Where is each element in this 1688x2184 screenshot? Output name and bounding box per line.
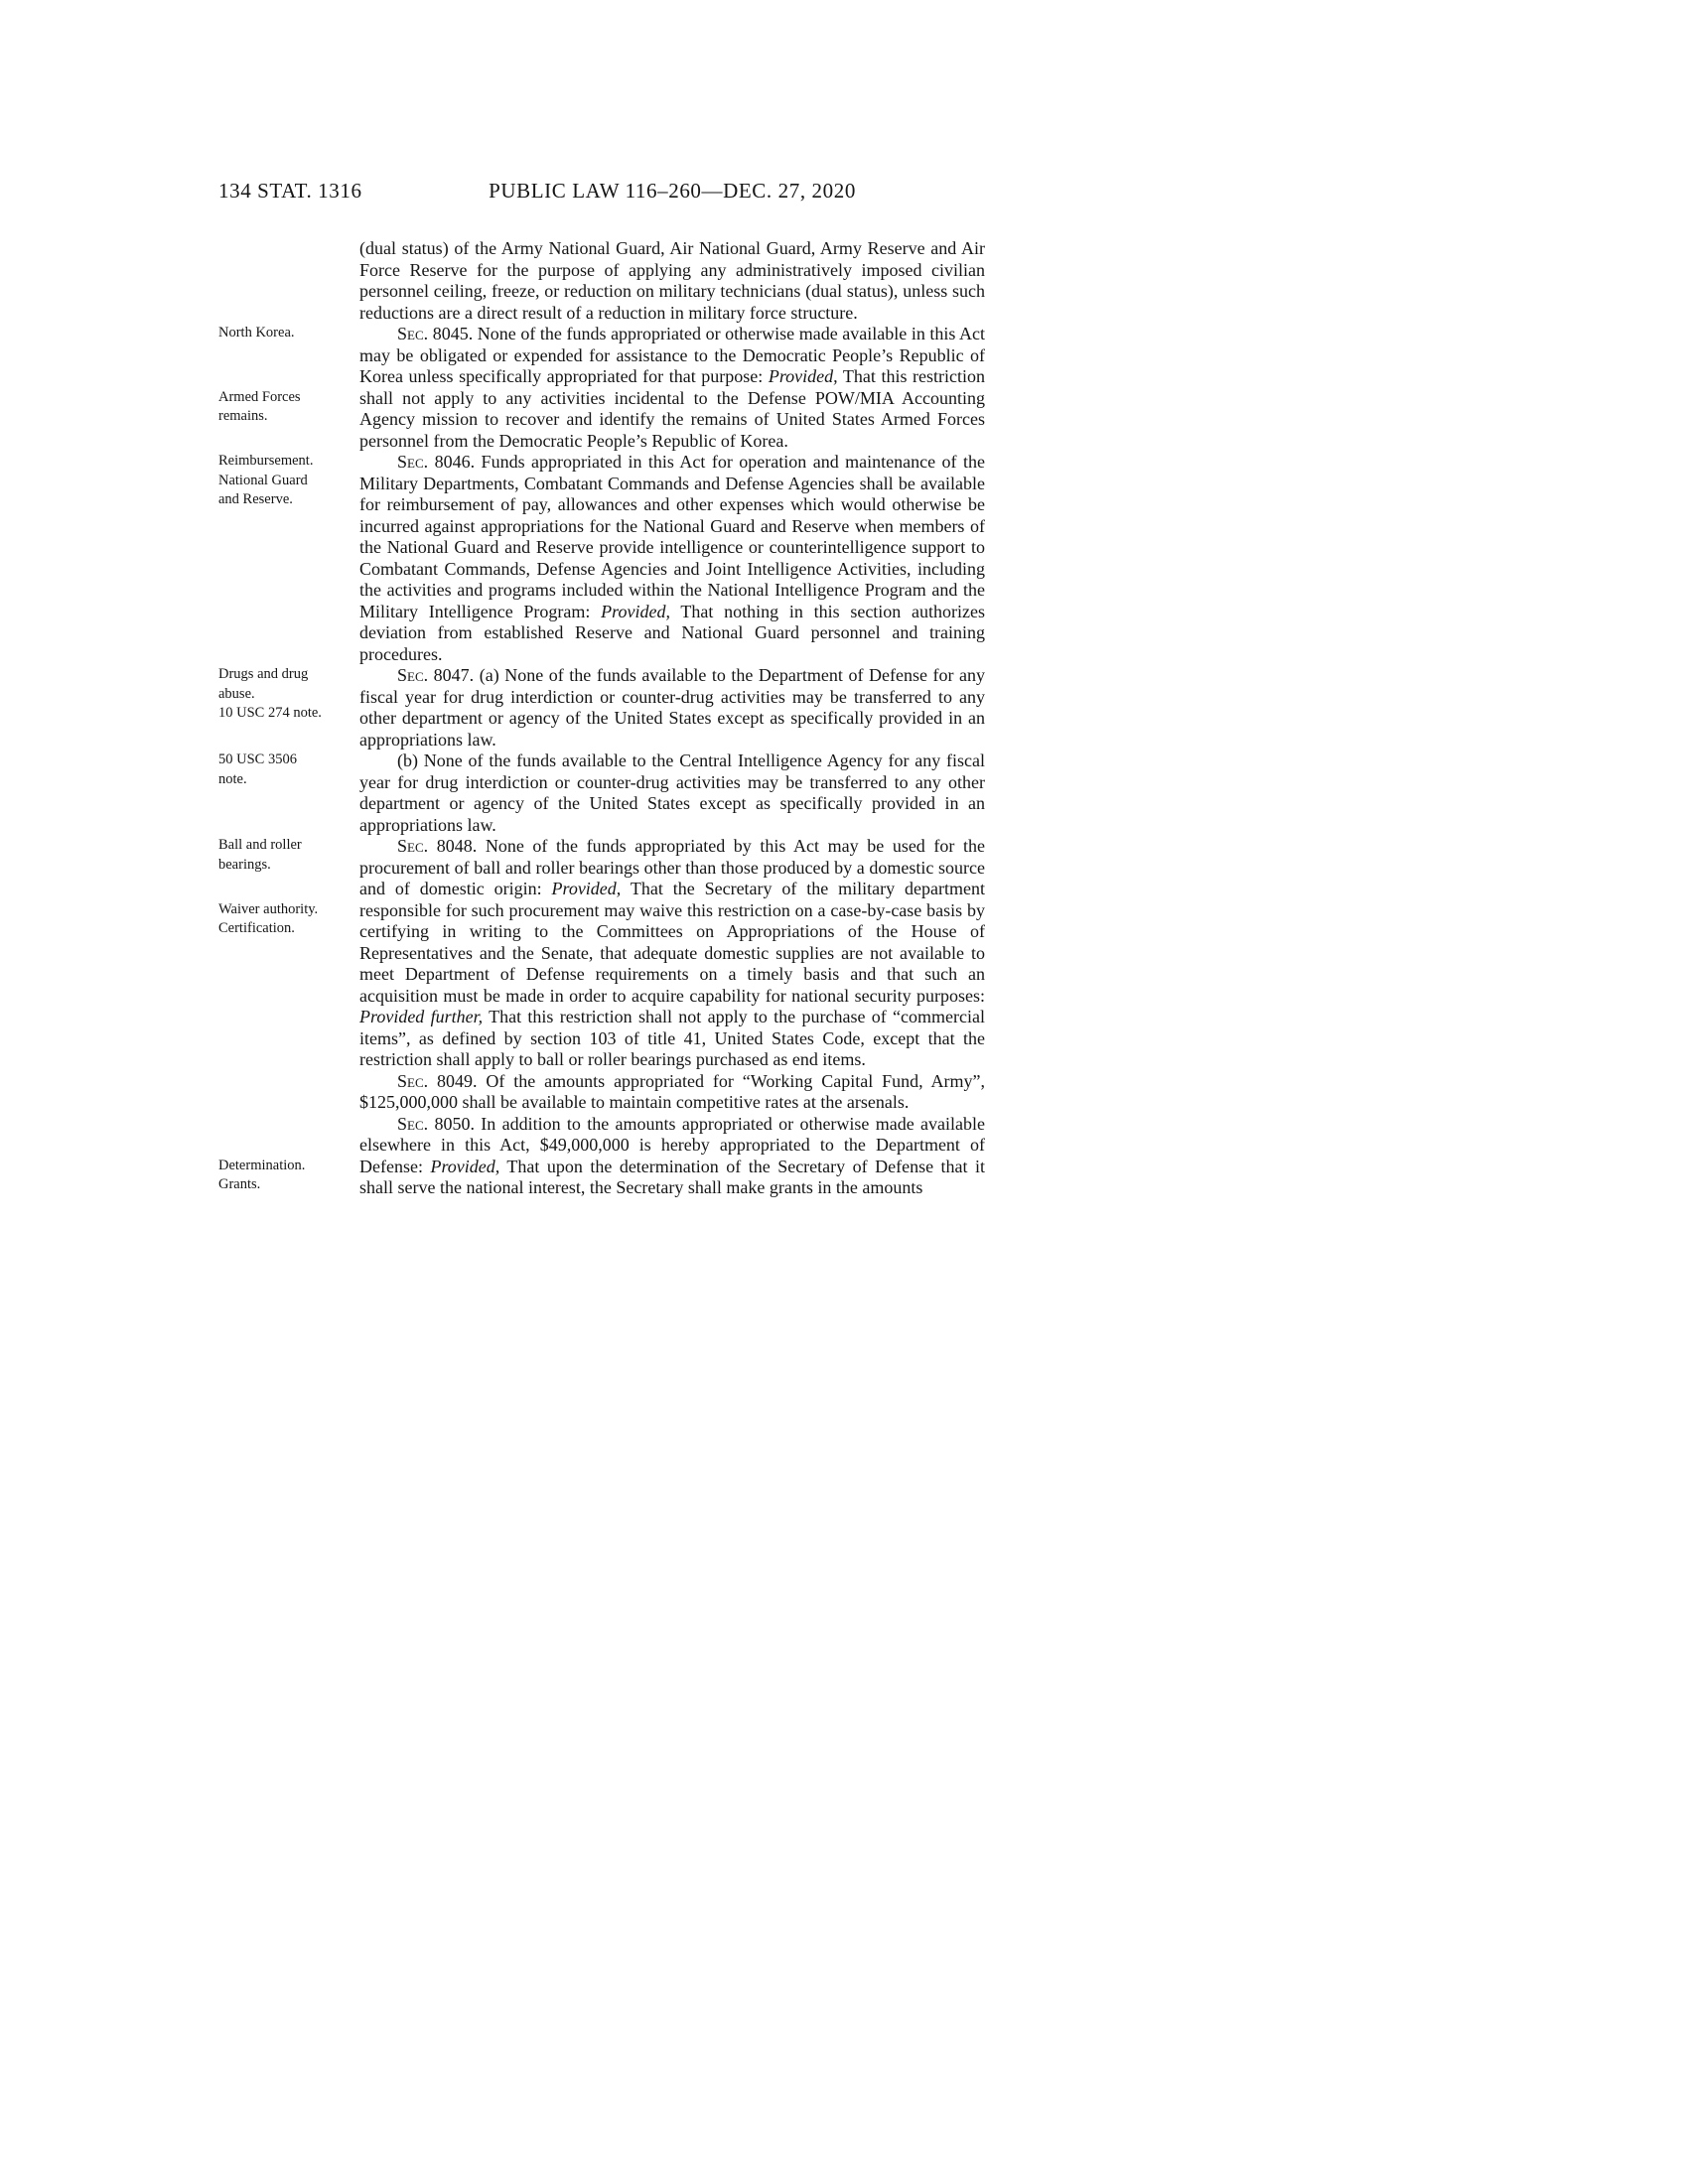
margin-note — [218, 324, 357, 343]
text-run: That nothing in this section authorizes deviation from established Reserve and National Guard personnel and training procedures. — [359, 601, 986, 664]
margin-note — [218, 751, 357, 789]
text-run: That this restriction shall not apply to the purchase of “commercial items”, as defined by section 103 of title 41, United States Code, except that the restriction shall apply to ball or roller bearings purchased as end items. — [359, 1007, 985, 1069]
margin-note — [218, 452, 357, 510]
margin-note-line: National Guard — [218, 472, 308, 488]
margin-note — [218, 388, 357, 427]
paragraph-row — [218, 1114, 985, 1199]
text-run: (a) None of the funds available to the Department of Defense for any fiscal year for drug interdiction or counter-drug activities may be transferred to any other department or agency of the United States except as specifically provided in an appropriations law. — [359, 665, 985, 750]
page-header — [218, 179, 985, 206]
section-number: Sec. 8048. — [397, 836, 478, 856]
margin-note-line: note. — [218, 770, 247, 787]
margin-note-column — [218, 836, 359, 1071]
margin-note-line: Ball and roller — [218, 837, 302, 853]
margin-note-line: Armed Forces — [218, 388, 301, 405]
margin-note-column — [218, 1114, 359, 1199]
paragraph-row — [218, 324, 985, 452]
margin-note — [218, 836, 357, 875]
stat-citation: 134 STAT. 1316 — [218, 179, 362, 203]
section-number: Sec. 8045. — [397, 324, 474, 343]
margin-note-line: abuse. — [218, 685, 255, 702]
text-run: (dual status) of the Army National Guard, Air National Guard, Army Reserve and Air Force Reserve for the purpose of applying any administratively imposed civilian personnel ceiling, freeze, or reduction on military technicians (dual status), unless such reductions are a direct result of a reduction in military force structure. — [359, 238, 985, 323]
margin-note-line: remains. — [218, 408, 268, 424]
page-content — [218, 179, 985, 1199]
margin-note-line: bearings. — [218, 856, 271, 873]
paragraph-row — [218, 1071, 985, 1114]
proviso-italic-run: Provided, — [768, 366, 838, 386]
margin-note — [218, 900, 357, 939]
margin-note-line: Determination. — [218, 1157, 306, 1173]
margin-note-column — [218, 452, 359, 665]
statute-paragraph — [359, 324, 985, 452]
margin-note-line: 10 USC 274 note. — [218, 705, 322, 721]
margin-note-line: Waiver authority. — [218, 900, 319, 917]
text-run: In addition to the amounts appropriated or otherwise made available elsewhere in this Act, $49,000,000 is hereby appropriated to the Department of Defense: — [359, 1113, 986, 1176]
margin-note-line: North Korea. — [218, 325, 295, 341]
statute-paragraph — [359, 1071, 985, 1114]
statute-paragraph — [359, 238, 985, 324]
margin-note-column — [218, 751, 359, 836]
paragraph-row — [218, 452, 985, 665]
margin-note-line: Drugs and drug — [218, 666, 309, 682]
statute-paragraph — [359, 665, 985, 751]
margin-note-column — [218, 1071, 359, 1114]
text-run: That the Secretary of the military department responsible for such procurement may waive this restriction on a case-by-case basis by certifying in writing to the Committees on Appropriations of the House of Representatives and the Senate, that adequate domestic supplies are not available to meet Department of Defense requirements on a timely basis and that such an acquisition must be made in order to acquire capability for national security purposes: — [359, 879, 985, 1006]
text-run: That upon the determination of the Secretary of Defense that it shall serve the national interest, the Secretary shall make grants in the amounts — [359, 1156, 986, 1197]
paragraph-row — [218, 751, 985, 836]
margin-note-line: Certification. — [218, 920, 295, 936]
margin-note-column — [218, 665, 359, 751]
proviso-italic-run: Provided, — [601, 601, 670, 621]
statute-paragraph — [359, 836, 985, 1071]
margin-note-column — [218, 324, 359, 452]
page-body — [218, 238, 985, 1199]
paragraph-row — [218, 836, 985, 1071]
margin-note-line: 50 USC 3506 — [218, 751, 297, 767]
text-run: None of the funds appropriated by this Act may be used for the procurement of ball and roller bearings other than those produced by a domestic source and of domestic origin: — [359, 836, 985, 898]
margin-note-line: Grants. — [218, 1176, 261, 1192]
paragraph-row — [218, 665, 985, 751]
margin-note-line: and Reserve. — [218, 491, 293, 507]
statute-paragraph — [359, 452, 985, 665]
text-run: Of the amounts appropriated for “Working Capital Fund, Army”, $125,000,000 shall be available to maintain competitive rates at the arsenals. — [359, 1070, 985, 1112]
proviso-italic-run: Provided further, — [359, 1007, 484, 1026]
section-number: Sec. 8049. — [397, 1070, 478, 1091]
section-number: Sec. 8050. — [397, 1113, 475, 1134]
text-run: (b) None of the funds available to the Central Intelligence Agency for any fiscal year for drug interdiction or counter-drug activities may be transferred to any other department or agency of the United States except as specifically provided in an appropriations law. — [359, 751, 985, 835]
margin-note-line: Reimbursement. — [218, 453, 314, 469]
text-run: Funds appropriated in this Act for operation and maintenance of the Military Departments, Combatant Commands and Defense Agencies shall be available for reimbursement of pay, allowances and other expenses which would otherwise be incurred against appropriations for the National Guard and Reserve when members of the National Guard and Reserve provide intelligence or counterintelligence support to Combatant Commands, Defense Agencies and Joint Intelligence Activities, including the activities and programs included within the National Intelligence Program and the Military Intelligence Program: — [359, 452, 985, 621]
statute-paragraph — [359, 751, 985, 836]
section-number: Sec. 8046. — [397, 452, 476, 472]
statute-paragraph — [359, 1114, 985, 1199]
margin-note-column — [218, 238, 359, 324]
law-title: PUBLIC LAW 116–260—DEC. 27, 2020 — [489, 179, 856, 203]
text-run: That this restriction shall not apply to any activities incidental to the Defense POW/MIA Accounting Agency mission to recover and identify the remains of United States Armed Forces personnel from the Democratic People’s Republic of Korea. — [359, 366, 986, 451]
paragraph-row — [218, 238, 985, 324]
margin-note — [218, 1157, 357, 1195]
proviso-italic-run: Provided, — [551, 879, 622, 898]
text-run: None of the funds appropriated or otherwise made available in this Act may be obligated or expended for assistance to the Democratic People’s Republic of Korea unless specifically appropriated for that purpose: — [359, 324, 985, 386]
proviso-italic-run: Provided, — [430, 1156, 500, 1176]
margin-note — [218, 665, 357, 724]
section-number: Sec. 8047. — [397, 665, 475, 685]
